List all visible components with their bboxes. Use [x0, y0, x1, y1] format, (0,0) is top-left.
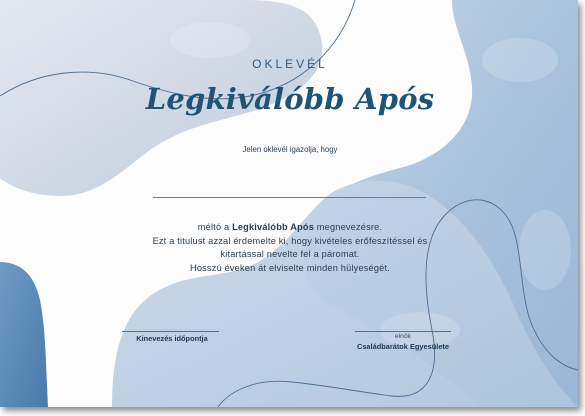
- president-signature-label: Családbarátok Egyesülete: [356, 342, 449, 351]
- body-line-1-prefix: méltó a: [197, 222, 233, 232]
- certificate-title: Legkiválóbb Após: [145, 82, 435, 116]
- president-signature-line: [355, 331, 451, 332]
- certificate-eyebrow: OKLEVÉL: [252, 57, 328, 71]
- certificate-intro: Jelen oklevél igazolja, hogy: [242, 145, 338, 154]
- bottom-left-blob: [0, 262, 48, 407]
- body-line-2: Ezt a titulust azzal érdemelte ki, hogy kivételes erőfeszítéssel és: [152, 236, 428, 246]
- date-signature-label: Kinevezés időpontja: [136, 334, 208, 343]
- recipient-name-line: [153, 197, 426, 198]
- body-line-1: [0, 222, 578, 232]
- body-line-3: kitartással nevelte fel a páromat.: [220, 249, 360, 259]
- body-line-4: Hosszú éveken át elviselte minden hülyeségét.: [189, 263, 390, 273]
- body-line-1-highlight: Legkiválóbb Após: [232, 222, 315, 232]
- date-signature-line: [122, 331, 219, 332]
- president-title: elnök: [394, 333, 412, 340]
- body-line-1-suffix: megnevezésre.: [314, 222, 383, 232]
